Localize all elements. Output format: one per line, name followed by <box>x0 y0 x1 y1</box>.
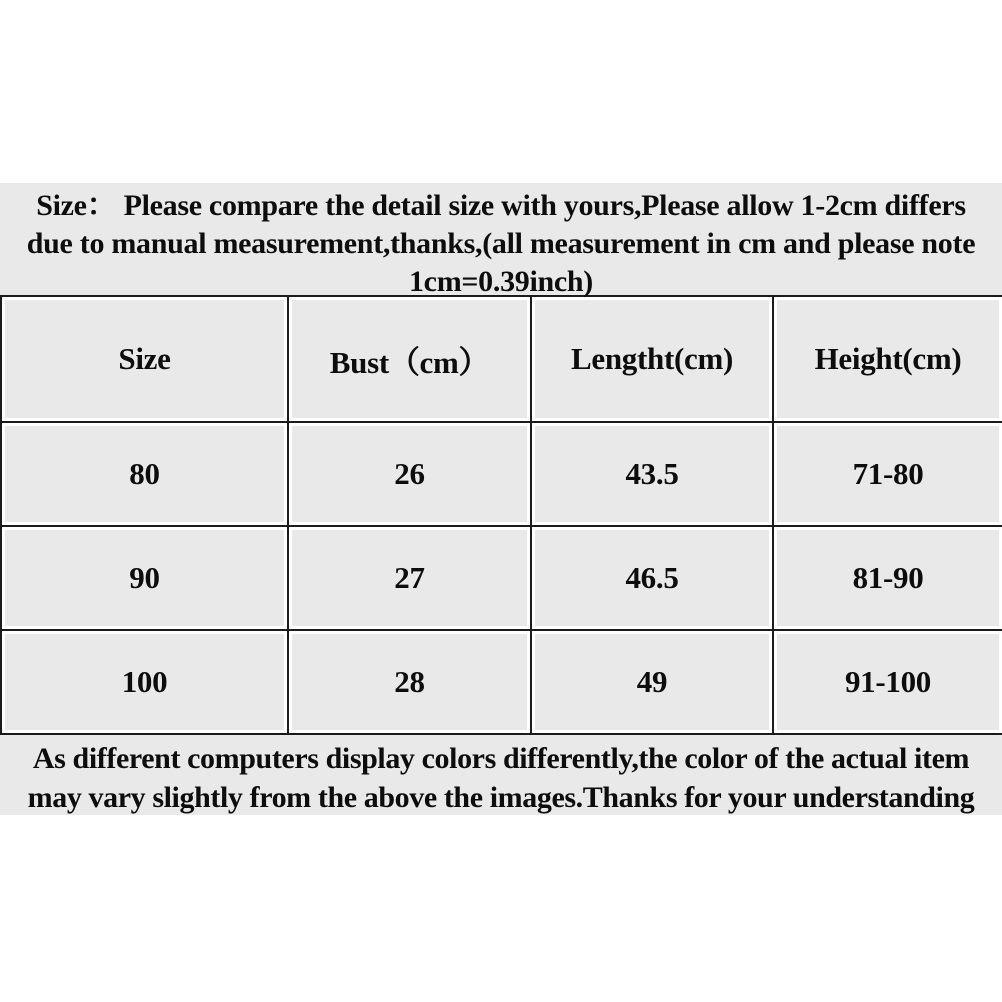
cell-height: 91-100 <box>773 630 1002 734</box>
cell-size: 90 <box>1 526 288 630</box>
cell-size: 100 <box>1 630 288 734</box>
cell-length: 49 <box>531 630 773 734</box>
cell-bust: 28 <box>288 630 531 734</box>
table-row <box>1 630 1002 734</box>
cell-length: 46.5 <box>531 526 773 630</box>
size-chart-panel <box>0 183 1002 815</box>
cell-length: 43.5 <box>531 422 773 526</box>
column-header-bust: Bust（cm） <box>288 296 531 422</box>
table-row <box>1 422 1002 526</box>
cell-height: 71-80 <box>773 422 1002 526</box>
table-row <box>1 526 1002 630</box>
measurement-notice-line: Size： Please compare the detail size with yours,Please allow 1-2cm differs <box>36 189 966 222</box>
cell-bust: 26 <box>288 422 531 526</box>
cell-bust: 27 <box>288 526 531 630</box>
color-disclaimer <box>0 735 1002 819</box>
size-table-header-row <box>1 296 1002 422</box>
column-header-size: Size <box>1 296 288 422</box>
measurement-notice-line: 1cm=0.39inch) <box>408 265 593 298</box>
column-header-length: Lengtht(cm) <box>531 296 773 422</box>
measurement-notice-line: due to manual measurement,thanks,(all measurement in cm and please note <box>26 227 976 260</box>
color-disclaimer-line: may vary slightly from the above the images.Thanks for your understanding <box>27 781 975 814</box>
color-disclaimer-line: As different computers display colors differently,the color of the actual item <box>32 742 970 775</box>
cell-height: 81-90 <box>773 526 1002 630</box>
size-table <box>0 295 1002 735</box>
measurement-notice <box>0 183 1002 298</box>
column-header-height: Height(cm) <box>773 296 1002 422</box>
cell-size: 80 <box>1 422 288 526</box>
